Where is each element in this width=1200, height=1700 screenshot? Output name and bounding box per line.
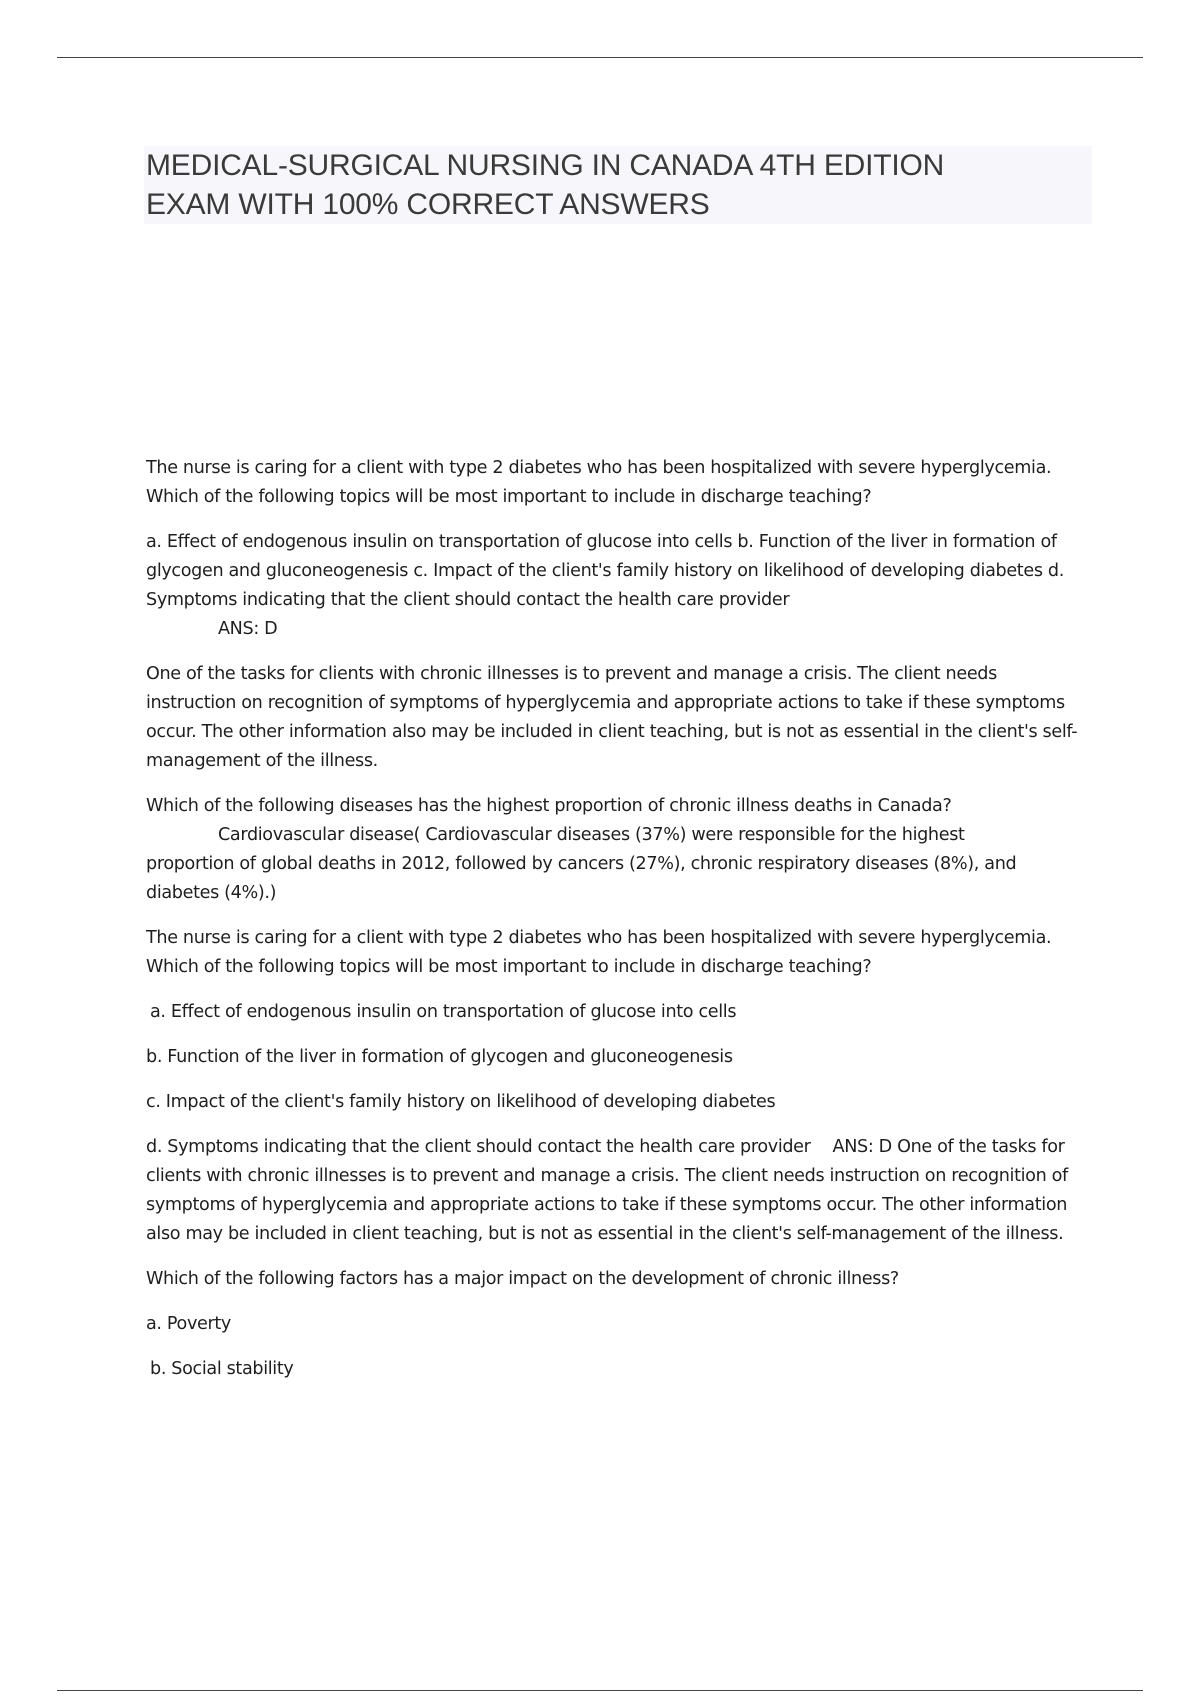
question-3-option-b: b. Function of the liver in formation of glycogen and gluconeogenesis xyxy=(146,1047,733,1067)
question-3-option-d: d. Symptoms indicating that the client should contact the health care provider xyxy=(146,1137,811,1157)
top-rule xyxy=(57,57,1143,58)
title-line-1: MEDICAL-SURGICAL NURSING IN CANADA 4TH EDITION xyxy=(146,149,945,182)
question-3-stem: The nurse is caring for a client with type 2 diabetes who has been hospitalized with severe hyperglycemia. Which of the following topics will be most important to include in discharge teaching? xyxy=(146,928,1052,977)
question-2-block xyxy=(146,792,1090,908)
question-3-option-a: a. Effect of endogenous insulin on transportation of glucose into cells xyxy=(150,1002,737,1022)
question-1-rationale: One of the tasks for clients with chronic illnesses is to prevent and manage a crisis. The client needs instruction on recognition of symptoms of hyperglycemia and appropriate actions to take if these symptoms occur. The other information also may be included in client teaching, but is not as essential in the client's self-management of the illness. xyxy=(146,664,1078,771)
question-4-stem: Which of the following factors has a major impact on the development of chronic illness? xyxy=(146,1269,899,1289)
document-title xyxy=(144,146,1092,224)
question-1-options: a. Effect of endogenous insulin on transportation of glucose into cells b. Function of the liver in formation of glycogen and gluconeogenesis c. Impact of the client's family history on likelihood of developing diabetes d. Symptoms indicating that the client should contact the health care provider xyxy=(146,532,1064,610)
document-body xyxy=(146,454,1090,1400)
question-2-answer-lead: Cardiovascular disease( Cardiovascular diseases (37%) were responsible for the highest xyxy=(218,825,965,845)
question-1-options-block xyxy=(146,528,1090,644)
bottom-rule xyxy=(57,1690,1143,1691)
question-1-stem: The nurse is caring for a client with type 2 diabetes who has been hospitalized with severe hyperglycemia. Which of the following topics will be most important to include in discharge teaching? xyxy=(146,458,1052,507)
question-3-option-c: c. Impact of the client's family history on likelihood of developing diabetes xyxy=(146,1092,776,1112)
title-line-2: EXAM WITH 100% CORRECT ANSWERS xyxy=(146,188,710,221)
question-2-stem: Which of the following diseases has the highest proportion of chronic illness deaths in Canada? xyxy=(146,796,952,816)
question-4-option-b: b. Social stability xyxy=(150,1359,294,1379)
question-4-option-a: a. Poverty xyxy=(146,1314,231,1334)
question-3-answer-rationale: ANS: D One of the tasks for clients with chronic illnesses is to prevent and manage a crisis. The client needs instruction on recognition of symptoms of hyperglycemia and appropriate actions to take if these symptoms occur. The other information also may be included in client teaching, but is not as essential in the client's self-management of the illness. xyxy=(146,1137,1068,1244)
question-1-answer: ANS: D xyxy=(218,619,278,639)
question-2-answer-rest: proportion of global deaths in 2012, followed by cancers (27%), chronic respiratory diseases (8%), and diabetes (4%).) xyxy=(146,854,1017,903)
question-3-option-d-block xyxy=(146,1133,1090,1249)
